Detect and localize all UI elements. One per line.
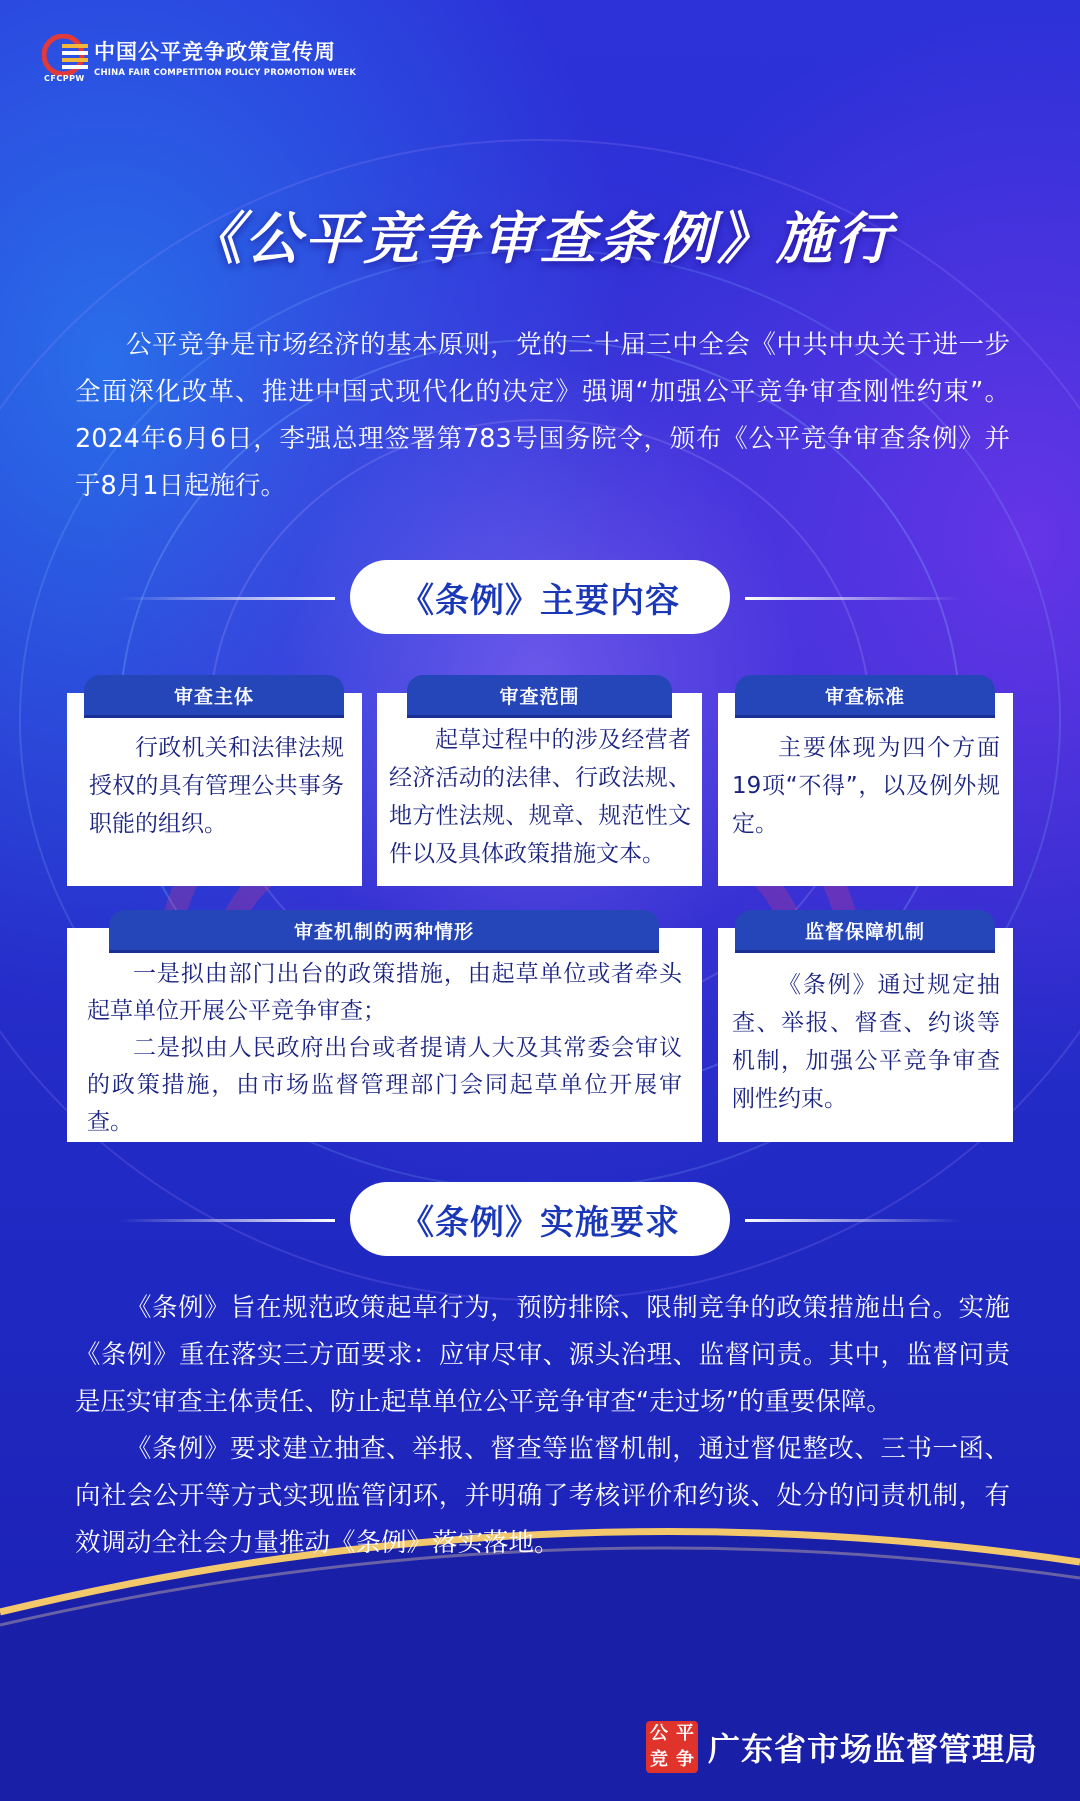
card-tab: 审查范围: [407, 675, 672, 718]
implementation-paragraph-1: 《条例》旨在规范政策起草行为，预防排除、限制竞争的政策措施出台。实施《条例》重在落实三方面要求：应审尽审、源头治理、监督问责。其中，监督问责是压实审查主体责任、防止起草单位公平竞争审查“走过场”的重要保障。: [75, 1293, 1010, 1417]
seal-char: 平: [675, 1723, 694, 1744]
card-tab: 监督保障机制: [735, 910, 995, 953]
mechanism-line-1: 一是拟由部门出台的政策措施，由起草单位或者牵头起草单位开展公平竞争审查；: [87, 961, 682, 1024]
brand-abbr: CFCPPW: [44, 74, 85, 83]
card-review-subject: [67, 685, 362, 886]
implementation-text: [75, 1285, 1010, 1567]
page-title: 《公平竞争审查条例》施行: [186, 207, 894, 272]
footer-organization: [646, 1721, 1038, 1773]
card-body: 行政机关和法律法规授权的具有管理公共事务职能的组织。: [89, 735, 344, 837]
divider-left: [120, 1219, 335, 1222]
mechanism-line-2: 二是拟由人民政府出台或者提请人大及其常委会审议的政策措施，由市场监督管理部门会同起草单位开展审查。: [87, 1035, 682, 1135]
brand-name-en: CHINA FAIR COMPETITION POLICY PROMOTION WEEK: [94, 68, 357, 78]
card-supervision: [718, 920, 1013, 1142]
seal-char: 争: [675, 1749, 694, 1770]
seal-char: 竞: [649, 1749, 668, 1770]
organization-name: 广东省市场监督管理局: [707, 1730, 1038, 1768]
divider-right: [745, 597, 960, 600]
card-body: 起草过程中的涉及经营者经济活动的法律、行政法规、地方性法规、规章、规范性文件以及具体政策措施文本。: [389, 727, 691, 867]
card-body: [87, 956, 682, 1141]
section-title: 《条例》主要内容: [350, 560, 730, 634]
section-main-content-header: [0, 560, 1080, 636]
section-implementation-header: [0, 1182, 1080, 1258]
card-review-mechanism: [67, 920, 702, 1142]
card-review-standard: [718, 685, 1013, 886]
card-body: 《条例》通过规定抽查、举报、督查、约谈等机制，加强公平竞争审查刚性约束。: [732, 972, 1000, 1112]
card-review-scope: [377, 685, 702, 886]
divider-left: [120, 597, 335, 600]
card-tab: 审查主体: [84, 675, 344, 718]
seal-char: 公: [649, 1723, 668, 1744]
card-tab: 审查标准: [735, 675, 995, 718]
card-tab: 审查机制的两种情形: [109, 910, 659, 953]
section-title: 《条例》实施要求: [350, 1182, 730, 1256]
implementation-paragraph-2: 《条例》要求建立抽查、举报、督查等监督机制，通过督促整改、三书一函、向社会公开等方式实现监管闭环，并明确了考核评价和约谈、处分的问责机制，有效调动全社会力量推动《条例》落实落地。: [75, 1434, 1010, 1558]
divider-right: [745, 1219, 960, 1222]
brand-name-cn: 中国公平竞争政策宣传周: [94, 40, 336, 64]
fair-competition-seal-icon: [646, 1721, 698, 1773]
brand-header: [42, 34, 356, 80]
intro-paragraph: 公平竞争是市场经济的基本原则，党的二十届三中全会《中共中央关于进一步全面深化改革、推进中国式现代化的决定》强调“加强公平竞争审查刚性约束”。2024年6月6日，李强总理签署第783号国务院令，颁布《公平竞争审查条例》并于8月1日起施行。: [75, 330, 1010, 501]
card-body: 主要体现为四个方面19项“不得”，以及例外规定。: [732, 735, 1000, 837]
